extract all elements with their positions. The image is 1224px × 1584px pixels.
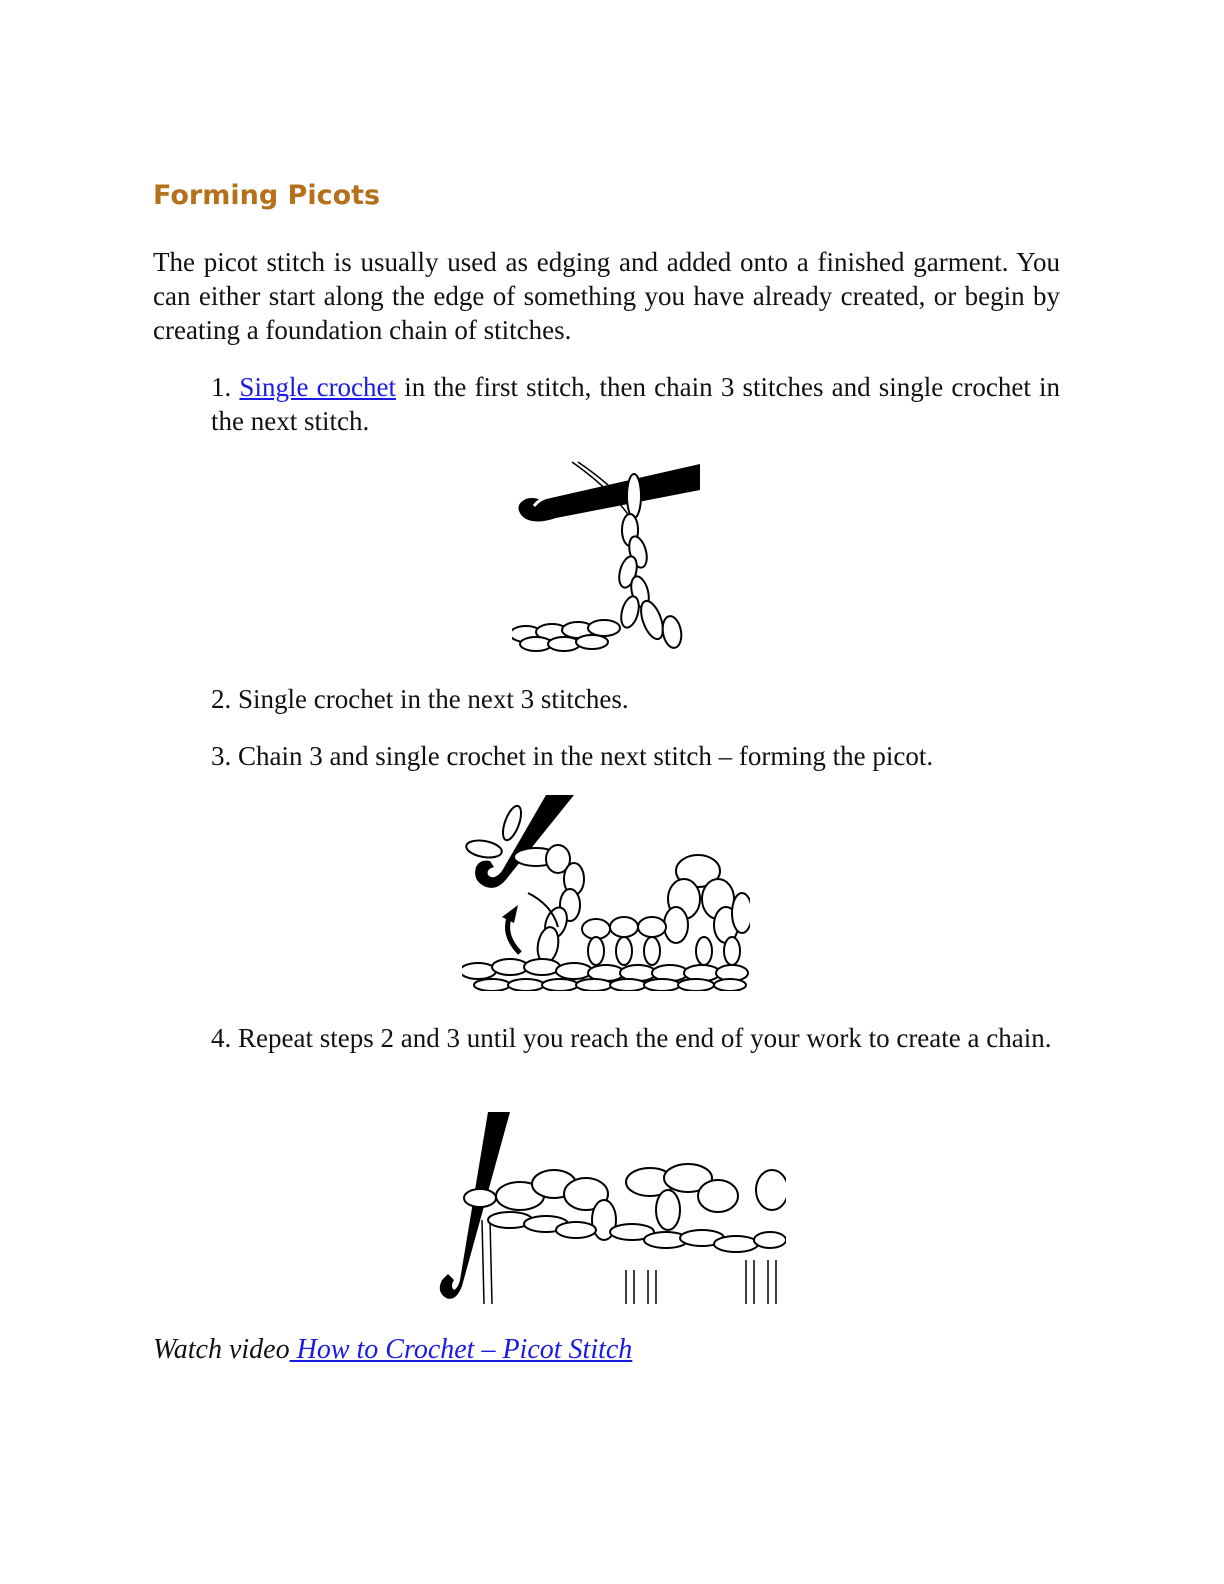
step-3-illustration: [462, 795, 750, 991]
step-1-number: 1.: [211, 372, 240, 402]
video-prefix: Watch video: [153, 1334, 290, 1365]
step-1-text: in the first stitch, then chain 3 stitches and single crochet in the next stitch.: [211, 372, 1061, 436]
section-heading: Forming Picots: [153, 180, 381, 211]
step-3: 3. Chain 3 and single crochet in the next stitch – forming the picot.: [211, 741, 934, 771]
intro-paragraph: The picot stitch is usually used as edging and added onto a finished garment. You can either start along the edge of something you have already created, or begin by creating a foundation chain of stitches.: [153, 247, 1060, 345]
step-1-illustration: [512, 460, 700, 652]
step-4-illustration: [436, 1110, 786, 1304]
step-4: 4. Repeat steps 2 and 3 until you reach the end of your work to create a chain.: [211, 1023, 1052, 1053]
single-crochet-link[interactable]: Single crochet: [239, 372, 397, 402]
picot-stitch-video-link[interactable]: How to Crochet – Picot Stitch: [289, 1334, 633, 1365]
step-1: [211, 370, 1060, 438]
step-2: 2. Single crochet in the next 3 stitches.: [211, 684, 629, 714]
video-line: [153, 1334, 632, 1366]
